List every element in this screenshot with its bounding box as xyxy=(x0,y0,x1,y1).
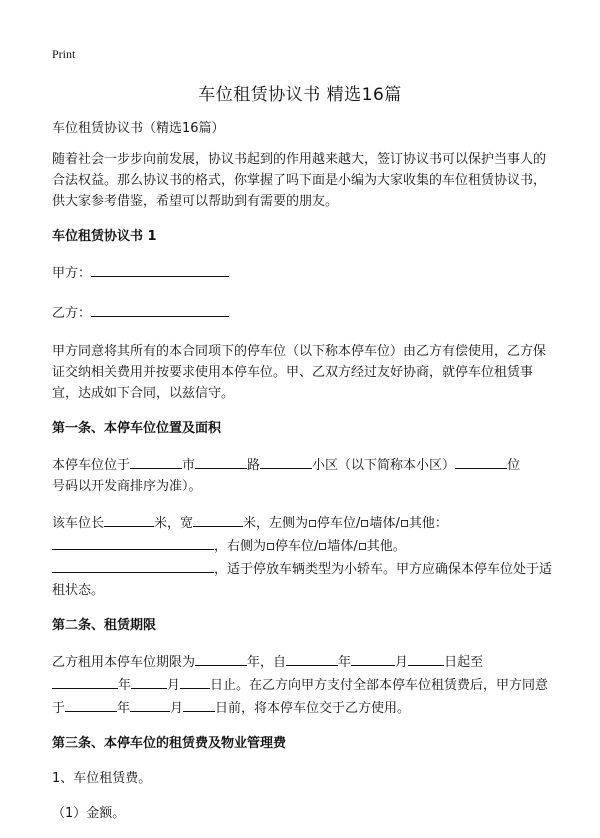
text-span: 其他。 xyxy=(366,539,406,554)
article-2-term xyxy=(52,650,552,719)
text-span: 日止。在乙方向甲方支付全部本停车位租赁费后，甲方同意于 xyxy=(52,678,549,716)
text-span: 乙方租用本停车位期限为 xyxy=(52,655,196,670)
text-span: 市 xyxy=(182,458,196,473)
blank-end-month xyxy=(131,673,167,689)
text-span: 年 xyxy=(117,701,131,716)
section-heading: 车位租赁协议书 1 xyxy=(52,229,157,244)
document-body xyxy=(52,118,552,838)
article-2-heading: 第二条、租赁期限 xyxy=(52,618,157,633)
text-span: 小区（以下简称本小区） xyxy=(312,458,456,473)
blank-handover-year xyxy=(65,696,117,712)
blank-start-day xyxy=(408,650,444,666)
party-a-blank xyxy=(91,261,229,277)
article-1-location xyxy=(52,453,552,497)
text-span: 月 xyxy=(170,701,184,716)
text-span: ，右侧为 xyxy=(214,539,267,554)
text-span: 路 xyxy=(247,458,261,473)
text-span: 日前，将本停车位交于乙方使用。 xyxy=(215,701,411,716)
text-span: 停车位/ xyxy=(275,539,319,554)
text-span: 月 xyxy=(167,678,181,693)
article-1-dimensions xyxy=(52,511,552,601)
blank-years xyxy=(195,650,247,666)
checkbox-icon[interactable] xyxy=(401,520,408,527)
list-item: 1、车位租赁费。 xyxy=(52,771,152,786)
article-3-heading: 第三条、本停车位的租赁费及物业管理费 xyxy=(52,736,287,751)
blank-city xyxy=(130,453,182,469)
blank-handover-month xyxy=(130,696,170,712)
text-span: 墙体/ xyxy=(369,516,400,531)
page-title: 车位租赁协议书 精选16篇 xyxy=(198,85,402,105)
blank-end-day xyxy=(180,673,210,689)
blank-length xyxy=(104,511,154,527)
text-span: 年 xyxy=(338,655,352,670)
print-link[interactable]: Print xyxy=(52,47,76,61)
text-span: 月 xyxy=(395,655,409,670)
list-item: （1）金额。 xyxy=(52,806,126,821)
text-span: 本停车位位于 xyxy=(52,458,131,473)
text-span: 米，宽 xyxy=(154,516,194,531)
text-span: 位 xyxy=(507,458,521,473)
checkbox-icon[interactable] xyxy=(267,543,274,550)
text-span: 米，左侧为 xyxy=(243,516,309,531)
party-b-label: 乙方： xyxy=(52,306,92,321)
party-b-blank xyxy=(91,301,229,317)
text-span: 年 xyxy=(118,678,132,693)
party-b-field xyxy=(52,301,552,324)
blank-end-year xyxy=(52,673,118,689)
party-a-field xyxy=(52,261,552,284)
text-span: 日起至 xyxy=(444,655,484,670)
text-span: 该车位长 xyxy=(52,516,105,531)
blank-left-other xyxy=(52,534,214,550)
agreement-paragraph: 甲方同意将其所有的本合同项下的停车位（以下称本停车位）由乙方有偿使用，乙方保证交纳相关费用并按要求使用本停车位。甲、乙双方经过友好协商，就停车位租赁事宜，达成如下合同，以兹信守。 xyxy=(52,344,547,401)
article-1-heading: 第一条、本停车位位置及面积 xyxy=(52,421,222,436)
text-span: 年，自 xyxy=(247,655,287,670)
checkbox-icon[interactable] xyxy=(319,543,326,550)
text-span: 号码以开发商排序为准）。 xyxy=(52,479,202,494)
blank-community xyxy=(260,453,312,469)
party-a-label: 甲方： xyxy=(52,266,92,281)
checkbox-icon[interactable] xyxy=(359,543,366,550)
checkbox-icon[interactable] xyxy=(309,520,316,527)
intro-paragraph: 随着社会一步步向前发展，协议书起到的作用越来越大，签订协议书可以保护当事人的合法权益。那么协议书的格式，你掌握了吗下面是小编为大家收集的车位租赁协议书，供大家参考借鉴，希望可以帮助到有需要的朋友。 xyxy=(52,152,547,209)
blank-handover-day xyxy=(183,696,215,712)
checkbox-icon[interactable] xyxy=(361,520,368,527)
blank-start-year xyxy=(286,650,338,666)
document-subtitle: 车位租赁协议书（精选16篇） xyxy=(52,121,225,136)
blank-start-month xyxy=(351,650,395,666)
blank-width xyxy=(193,511,243,527)
text-span: 停车位/ xyxy=(317,516,361,531)
text-span: ，适于停放车辆类型为小轿车。甲方应确保本停车位处于适租状态。 xyxy=(52,562,553,598)
blank-road xyxy=(195,453,247,469)
blank-slot xyxy=(455,453,507,469)
text-span: 墙体/ xyxy=(327,539,358,554)
blank-right-other xyxy=(52,557,214,573)
text-span: 其他： xyxy=(408,516,448,531)
